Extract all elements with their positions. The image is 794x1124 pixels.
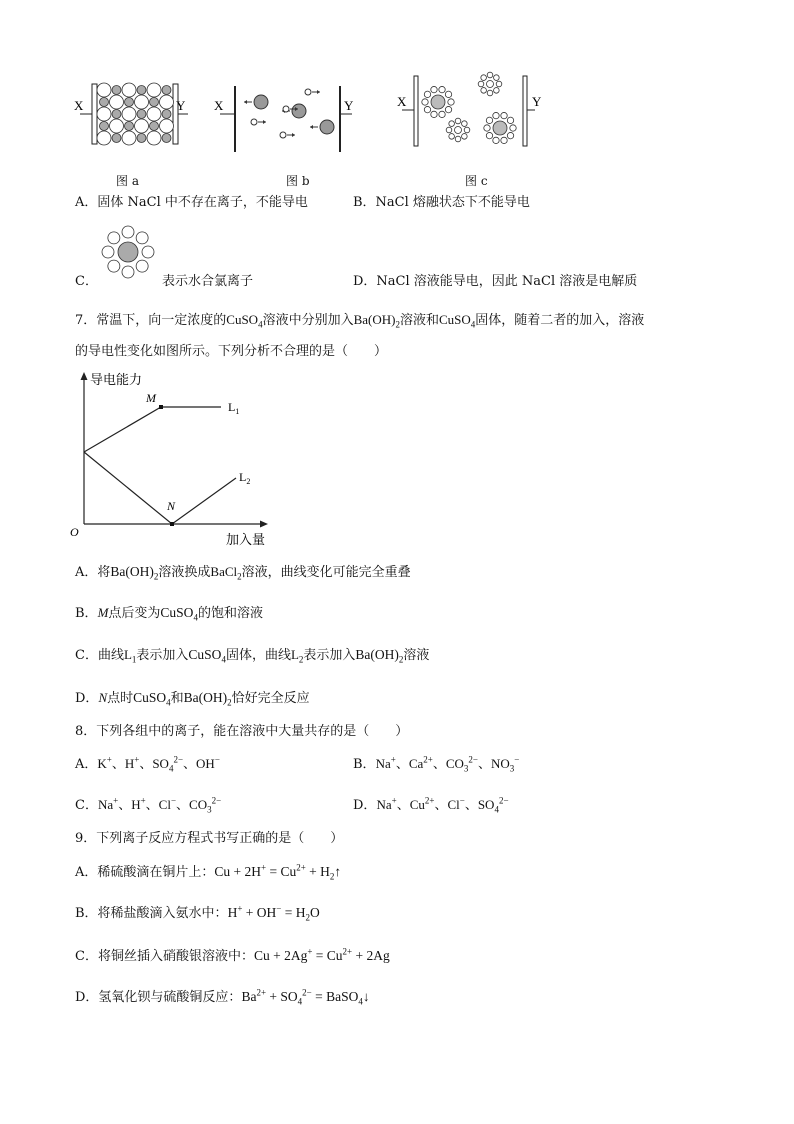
- water-molecule: [455, 118, 461, 124]
- hydrated-ion-core: [487, 81, 494, 88]
- figure-c: [392, 68, 552, 164]
- water-molecule: [486, 132, 492, 138]
- water-molecule: [484, 125, 490, 131]
- q8-option-c: C．Na+、H+、Cl−、$CO_3^{2-}$: [75, 795, 222, 815]
- water-molecule: [439, 111, 445, 117]
- figure-b: [212, 80, 362, 160]
- sodium-ion: [112, 110, 121, 119]
- sodium-ion: [137, 86, 146, 95]
- sodium-ion: [162, 134, 171, 143]
- water-molecule: [494, 88, 500, 94]
- sodium-ion: [112, 134, 121, 143]
- q8-option-b: B．Na+、$Ca^{2+}$、$CO_3^{2-}$、$NO_3^-$: [353, 754, 520, 774]
- water-molecule: [448, 99, 454, 105]
- figure-c-caption: 图 c: [465, 174, 488, 188]
- q9-stem: 9．下列离子反应方程式书写正确的是（ ）: [75, 831, 344, 846]
- sodium-ion: [162, 110, 171, 119]
- water-molecule: [445, 91, 451, 97]
- water-molecule: [449, 121, 455, 127]
- water-molecule: [108, 232, 120, 244]
- water-molecule: [122, 266, 134, 278]
- chloride-ion: [135, 119, 149, 133]
- chloride-ion: [122, 83, 136, 97]
- q6-option-b: B．NaCl 熔融状态下不能导电: [353, 195, 530, 210]
- q9-option-c: C．将铜丝插入硝酸银溶液中：$Cu + 2Ag^+ = Cu^{2+} + 2Ag$: [75, 946, 390, 964]
- water-molecule: [431, 111, 437, 117]
- water-molecule: [493, 137, 499, 143]
- sodium-ion: [100, 98, 109, 107]
- hydrated-ion-core: [455, 127, 462, 134]
- q7-option-d: D．N点时CuSO$_4$和$Ba(OH)_2$恰好完全反应: [75, 690, 310, 708]
- chloride-ion: [160, 119, 174, 133]
- water-molecule: [446, 127, 452, 133]
- q9-option-b: B．将稀盐酸滴入氨水中：$H^+ + OH^- = H_2O$: [75, 903, 320, 923]
- water-molecule: [449, 134, 455, 140]
- chloride-ion: [97, 131, 111, 145]
- water-molecule: [462, 121, 468, 127]
- conductivity-graph: [66, 366, 286, 550]
- water-molecule: [487, 90, 493, 96]
- q6-option-c-text: 表示水合氯离子: [162, 274, 254, 289]
- chloride-ion: [110, 119, 124, 133]
- water-molecule: [122, 226, 134, 238]
- q7-option-c: C．曲线$L_1$表示加入CuSO$_4$固体，曲线$L_2$表示加入$Ba(OH)_2$溶液: [75, 647, 430, 665]
- q8-stem: 8．下列各组中的离子，能在溶液中大量共存的是（ ）: [75, 724, 409, 739]
- chloride-ion: [160, 95, 174, 109]
- q7-option-b: B．M点后变为CuSO$_4$的饱和溶液: [75, 605, 263, 623]
- figure-a: [70, 78, 200, 162]
- x-axis-label: 加入量: [226, 533, 266, 548]
- figure-b-caption: 图 b: [286, 174, 310, 188]
- chloride-ion: [97, 83, 111, 97]
- hydrated-ions: [422, 72, 516, 143]
- q9-option-d: D．氢氧化钡与硫酸铜反应：$Ba^{2+} + SO_4^{2-}$ = BaSO$_4$↓: [75, 987, 370, 1007]
- chloride-ion: [122, 131, 136, 145]
- water-molecule: [431, 86, 437, 92]
- point-m-marker: [159, 405, 163, 409]
- curve-l2-label: $L_2$: [239, 470, 251, 486]
- water-molecule: [487, 72, 493, 78]
- water-molecule: [439, 86, 445, 92]
- water-molecule: [455, 136, 461, 142]
- electrode-y-label: Y: [532, 94, 542, 109]
- curve-l1: [84, 407, 221, 452]
- chloride-ion: [280, 132, 295, 138]
- water-molecule: [507, 117, 513, 123]
- chloride-ion: [97, 107, 111, 121]
- water-molecule: [481, 88, 487, 94]
- water-molecule: [507, 132, 513, 138]
- water-molecule: [501, 112, 507, 118]
- water-molecule: [108, 260, 120, 272]
- q7-stem-line2: 的导电性变化如图所示。下列分析不合理的是（ ）: [75, 344, 388, 359]
- sodium-ion: [125, 98, 134, 107]
- water-molecule: [136, 260, 148, 272]
- sodium-ion: [150, 122, 159, 131]
- nacl-lattice: [97, 83, 174, 145]
- hydrated-chloride-icon: [96, 220, 160, 284]
- y-axis-label: 导电能力: [90, 373, 143, 388]
- q6-option-a: A．固体 NaCl 中不存在离子，不能导电: [75, 195, 308, 210]
- point-n-label: N: [167, 499, 176, 513]
- sodium-ion: [310, 120, 334, 134]
- water-molecule: [481, 75, 487, 81]
- water-molecule: [424, 106, 430, 112]
- sodium-ion: [244, 95, 268, 109]
- sodium-ion: [125, 122, 134, 131]
- water-molecule: [501, 137, 507, 143]
- water-molecule: [510, 125, 516, 131]
- sodium-ion: [137, 110, 146, 119]
- sodium-ion: [150, 98, 159, 107]
- water-molecule: [142, 246, 154, 258]
- point-n-marker: [170, 522, 174, 526]
- sodium-ion: [112, 86, 121, 95]
- curve-l2: [84, 452, 236, 524]
- sodium-ion: [162, 86, 171, 95]
- q8-option-d: D．Na+、$Cu^{2+}$、Cl−、$SO_4^{2-}$: [353, 795, 509, 815]
- sodium-ion: [137, 134, 146, 143]
- water-molecule: [493, 112, 499, 118]
- q9-option-a: A．稀硫酸滴在铜片上：$Cu + 2H^+ = Cu^{2+}$ + $H_2↑$: [75, 862, 342, 882]
- electrode-x-label: X: [74, 98, 84, 113]
- sodium-ion: [100, 122, 109, 131]
- q6-option-d: D．NaCl 溶液能导电，因此 NaCl 溶液是电解质: [353, 274, 638, 289]
- chloride-ion: [147, 131, 161, 145]
- water-molecule: [486, 117, 492, 123]
- chloride-ion: [305, 89, 320, 95]
- chloride-ion: [147, 107, 161, 121]
- water-molecule: [494, 75, 500, 81]
- chloride-ion: [122, 107, 136, 121]
- chloride-ion: [135, 95, 149, 109]
- water-molecule: [422, 99, 428, 105]
- hydrated-ion-core: [118, 242, 138, 262]
- electrode-x-label: X: [397, 94, 407, 109]
- water-molecule: [445, 106, 451, 112]
- water-molecule: [136, 232, 148, 244]
- electrode-y-label: Y: [176, 98, 186, 113]
- hydrated-ion-core: [431, 95, 445, 109]
- electrode-y-label: Y: [344, 98, 354, 113]
- water-molecule: [424, 91, 430, 97]
- water-molecule: [102, 246, 114, 258]
- water-molecule: [462, 134, 468, 140]
- chloride-ion: [147, 83, 161, 97]
- curve-l1-label: $L_1$: [228, 400, 240, 416]
- q6-option-c-prefix: C．: [75, 274, 98, 289]
- q8-option-a: A．K+、H+、$SO_4^{2-}$、OH−: [75, 754, 220, 774]
- electrode-x-label: X: [214, 98, 224, 113]
- q7-stem-line1: 7．常温下，向一定浓度的CuSO$_4$溶液中分别加入$Ba(OH)_2$溶液和CuSO$_4$固体，随着二者的加入，溶液: [75, 312, 645, 330]
- water-molecule: [464, 127, 470, 133]
- hydrated-ion-core: [493, 121, 507, 135]
- water-molecule: [478, 81, 484, 87]
- water-molecule: [496, 81, 502, 87]
- q7-option-a: A．将$Ba(OH)_2$溶液换成BaCl$_2$溶液，曲线变化可能完全重叠: [75, 564, 411, 582]
- chloride-ion: [110, 95, 124, 109]
- point-m-label: M: [146, 391, 156, 405]
- origin-label: O: [70, 525, 79, 539]
- figure-a-caption: 图 a: [116, 174, 139, 188]
- chloride-ion: [251, 119, 266, 125]
